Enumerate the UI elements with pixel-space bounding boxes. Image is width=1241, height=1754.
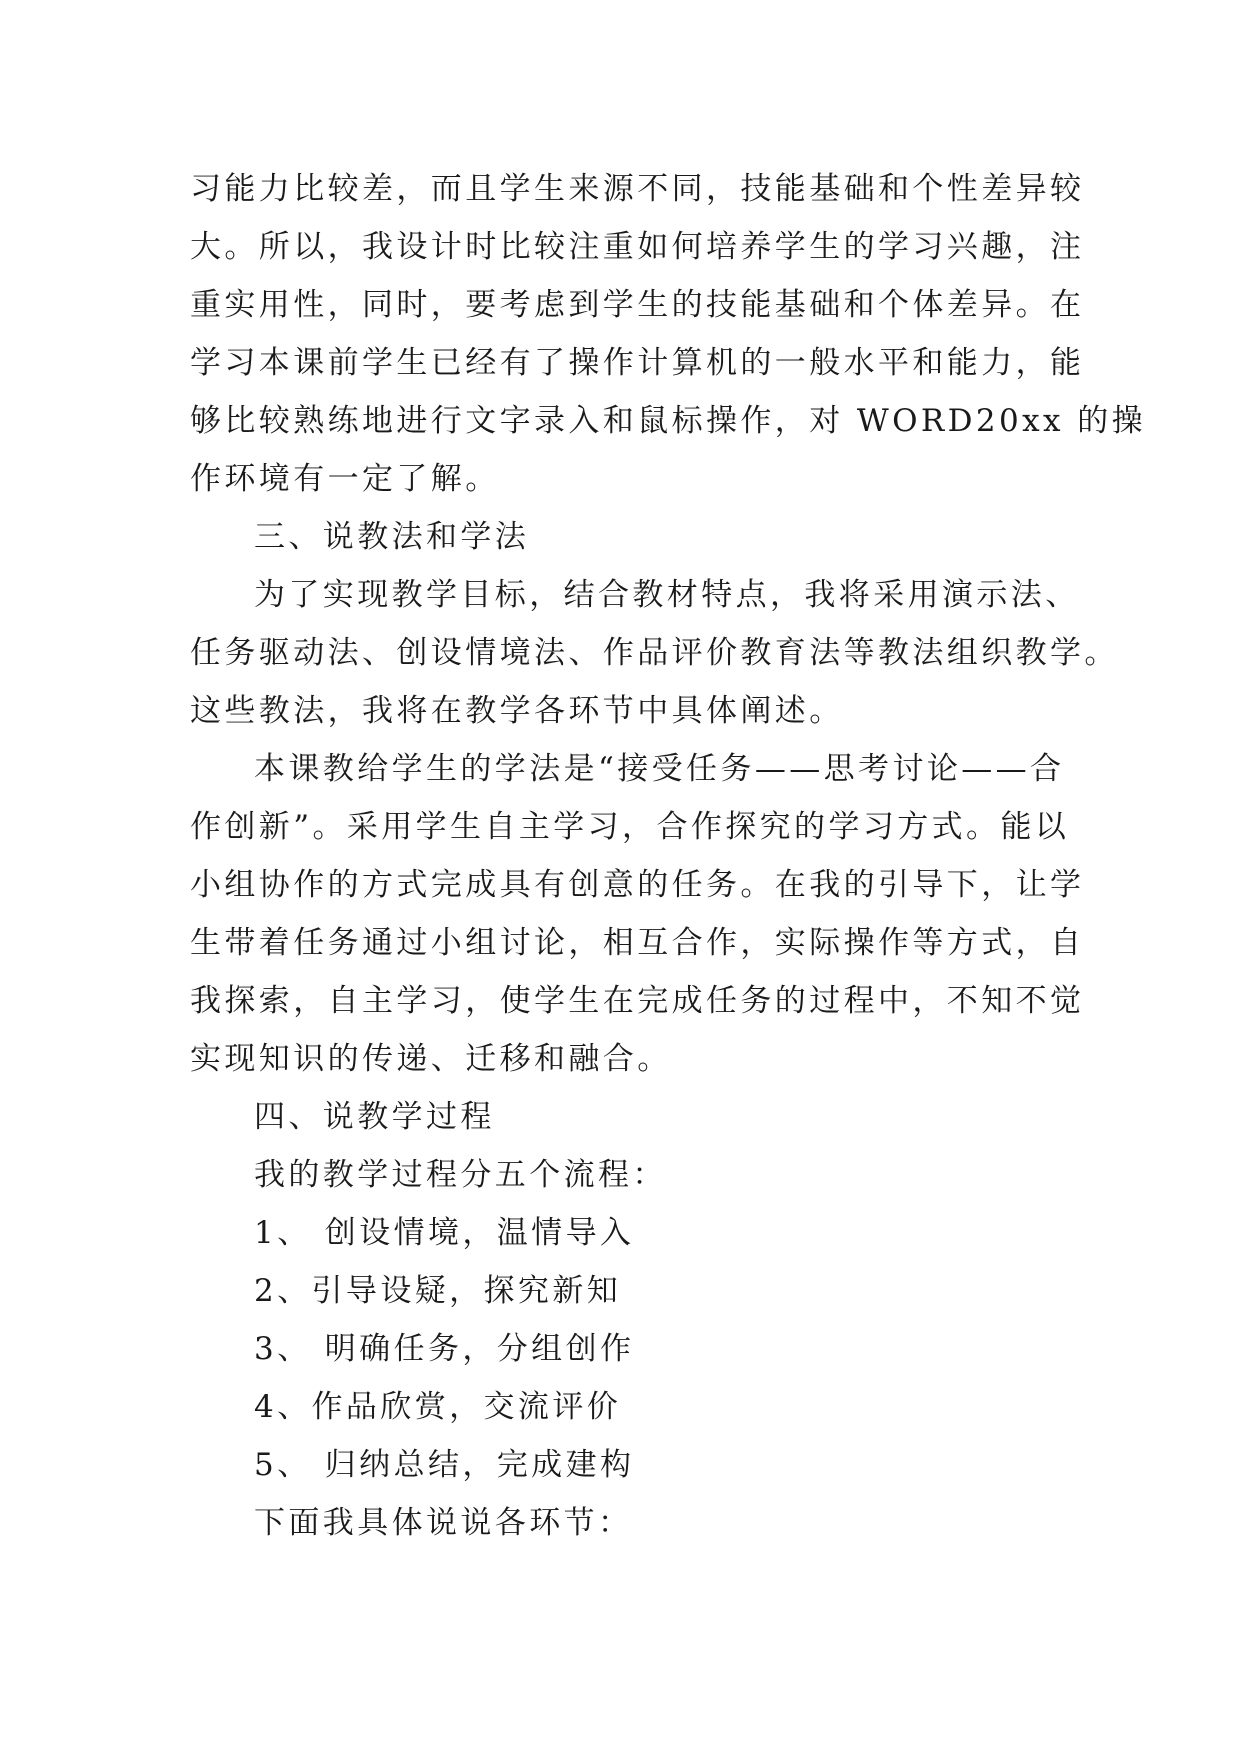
paragraph-line: 够比较熟练地进行文字录入和鼠标操作，对 WORD20xx 的操: [190, 403, 1146, 439]
paragraph-line: 这些教法，我将在教学各环节中具体阐述。: [190, 693, 844, 729]
list-item: 2、引导设疑，探究新知: [254, 1273, 622, 1309]
section-heading: 四、说教学过程: [254, 1099, 495, 1135]
paragraph-line: 作创新”。采用学生自主学习，合作探究的学习方式。能以: [190, 809, 1070, 845]
section-heading: 三、说教法和学法: [254, 519, 530, 555]
paragraph-line: 习能力比较差，而且学生来源不同，技能基础和个性差异较: [190, 171, 1085, 207]
paragraph-line: 本课教给学生的学法是“接受任务——思考讨论——合: [254, 751, 1065, 787]
list-item: 1、 创设情境，温情导入: [254, 1215, 635, 1251]
paragraph-line: 下面我具体说说各环节：: [254, 1505, 633, 1541]
list-item: 4、作品欣赏，交流评价: [254, 1389, 622, 1425]
paragraph-line: 作环境有一定了解。: [190, 461, 500, 497]
paragraph-line: 生带着任务通过小组讨论，相互合作，实际操作等方式，自: [190, 925, 1085, 961]
list-item: 5、 归纳总结，完成建构: [254, 1447, 635, 1483]
paragraph-line: 小组协作的方式完成具有创意的任务。在我的引导下，让学: [190, 867, 1085, 903]
paragraph-line: 任务驱动法、创设情境法、作品评价教育法等教法组织教学。: [190, 635, 1119, 671]
paragraph-line: 为了实现教学目标，结合教材特点，我将采用演示法、: [254, 577, 1080, 613]
paragraph-line: 大。所以，我设计时比较注重如何培养学生的学习兴趣，注: [190, 229, 1085, 265]
paragraph-line: 实现知识的传递、迁移和融合。: [190, 1041, 672, 1077]
list-item: 3、 明确任务，分组创作: [254, 1331, 635, 1367]
paragraph-line: 学习本课前学生已经有了操作计算机的一般水平和能力，能: [190, 345, 1085, 381]
paragraph-line: 我的教学过程分五个流程：: [254, 1157, 667, 1193]
document-body: [190, 160, 1146, 1552]
paragraph-line: 重实用性，同时，要考虑到学生的技能基础和个体差异。在: [190, 287, 1085, 323]
paragraph-line: 我探索，自主学习，使学生在完成任务的过程中，不知不觉: [190, 983, 1085, 1019]
